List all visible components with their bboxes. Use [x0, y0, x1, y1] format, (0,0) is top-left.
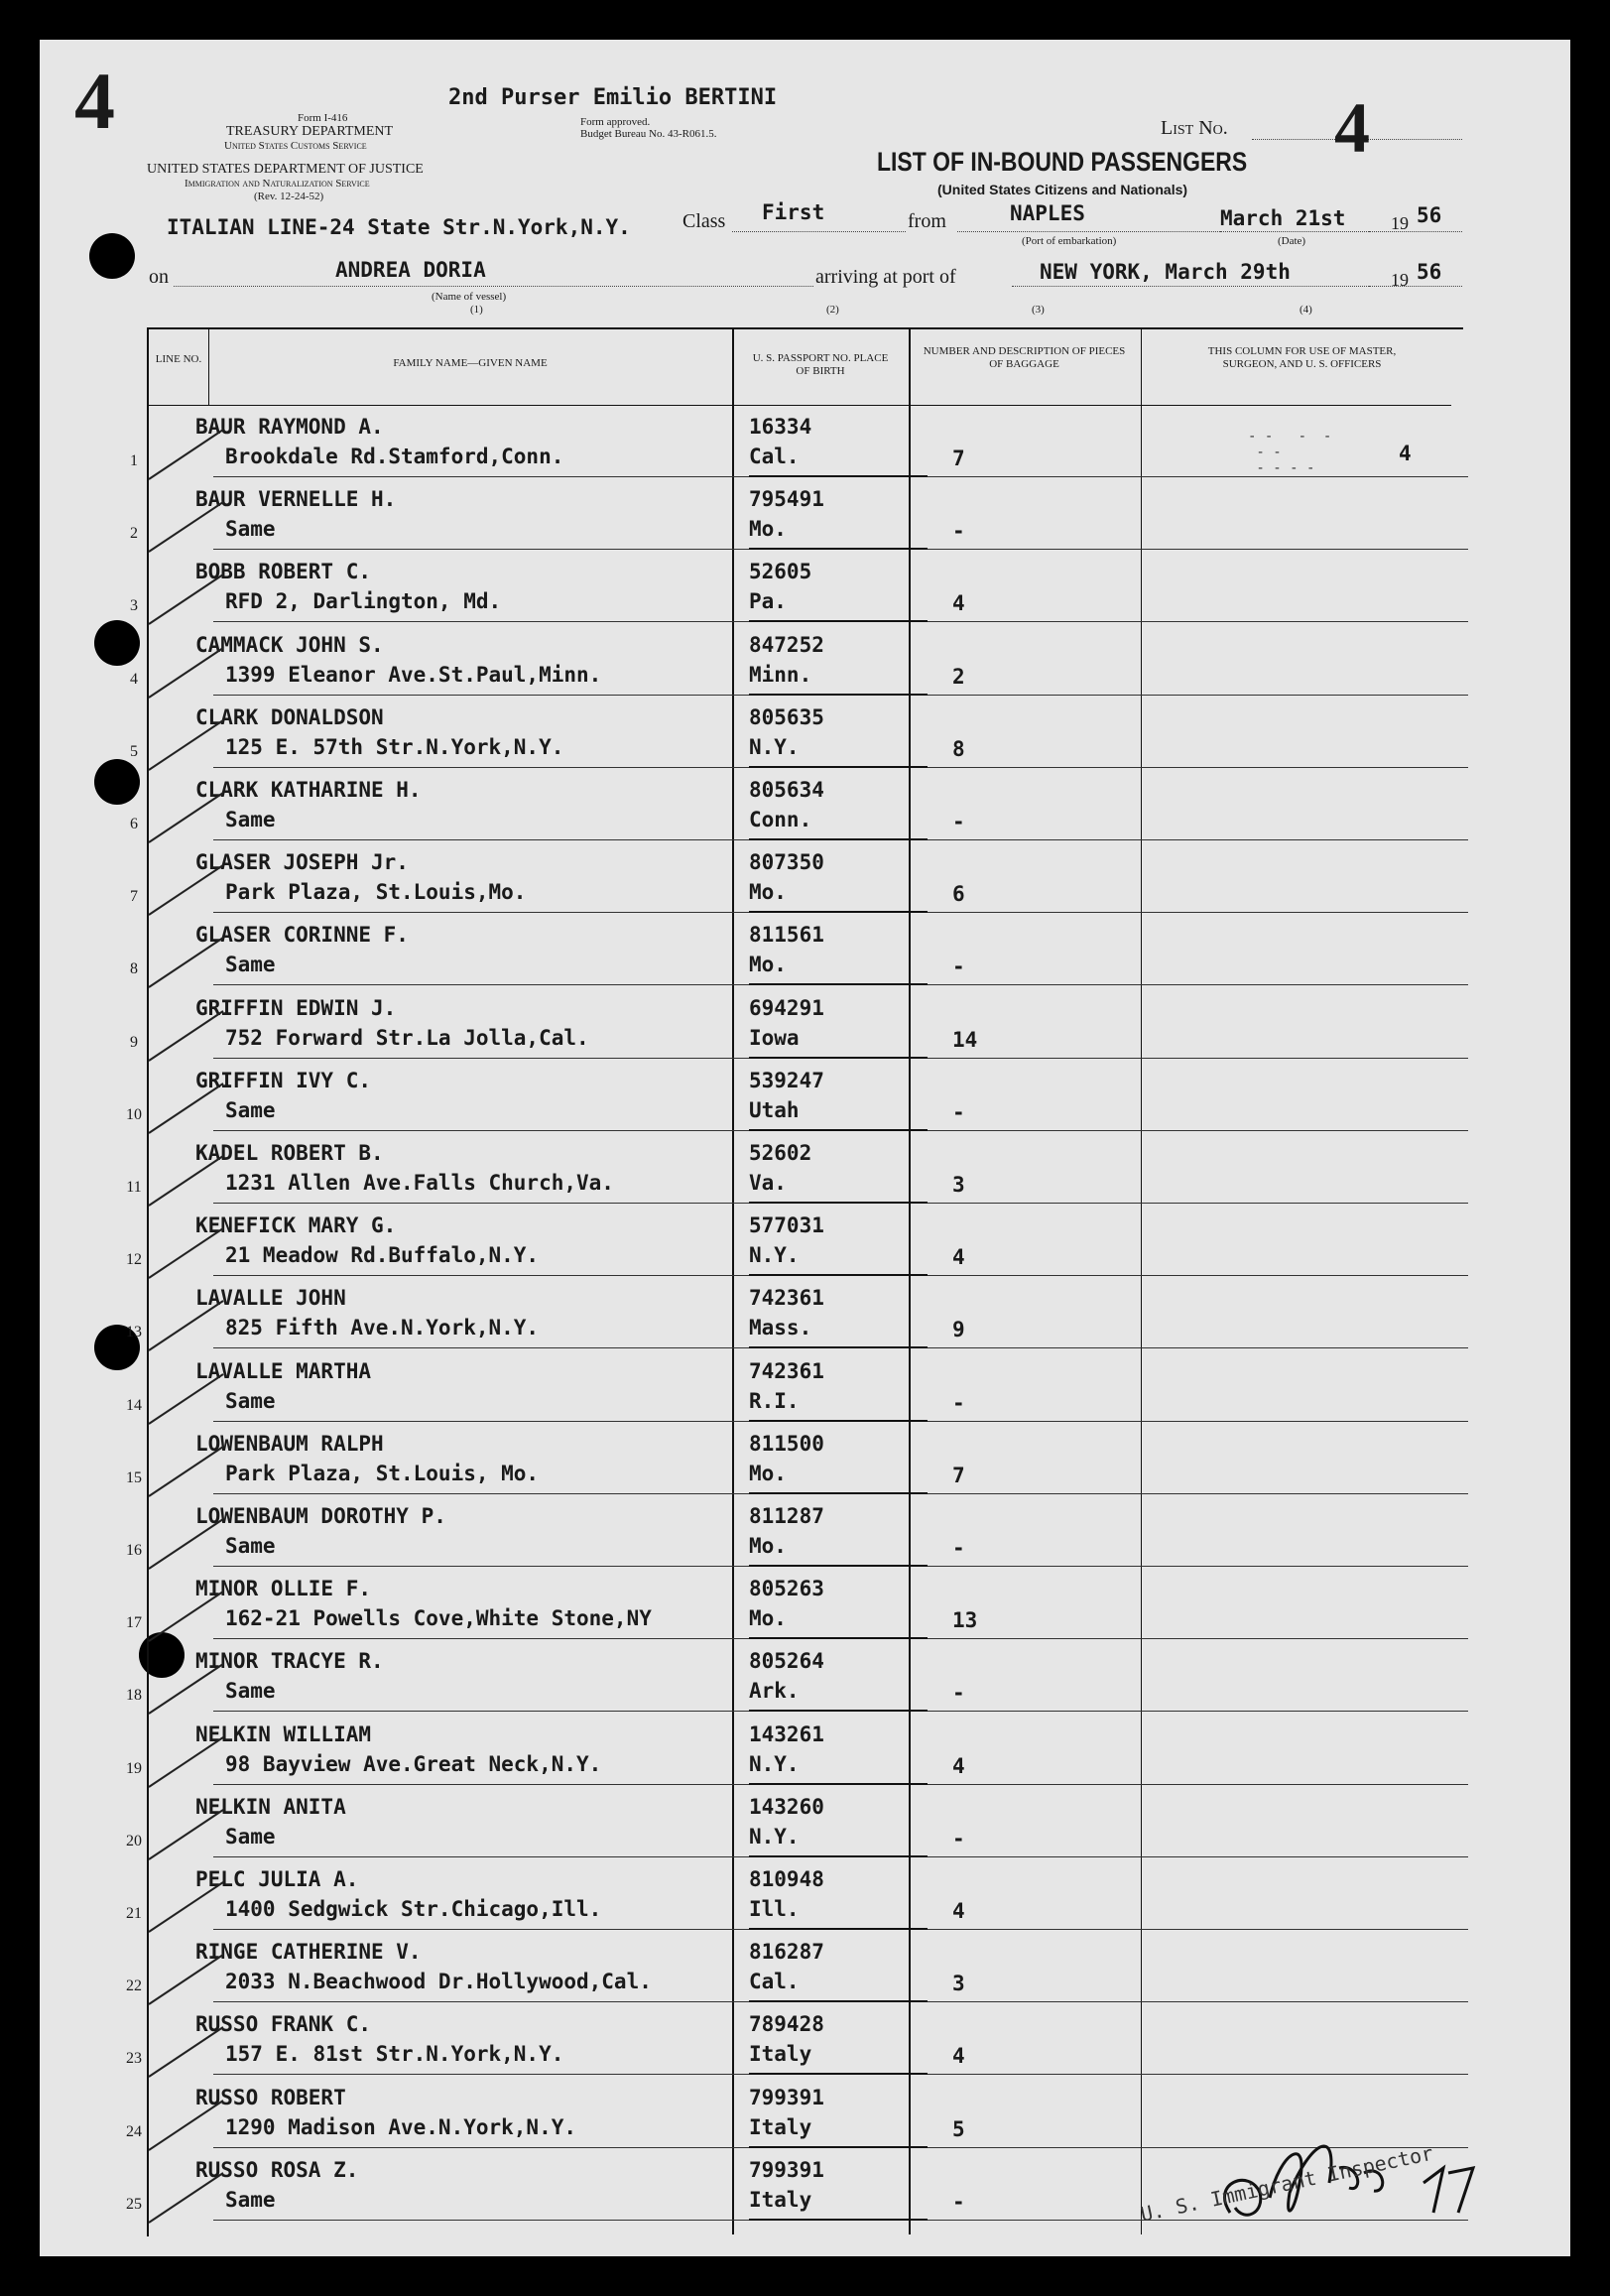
- passport-number: 811287: [749, 1504, 824, 1528]
- passport-number: 694291: [749, 995, 824, 1020]
- form-revision: (Rev. 12-24-52): [254, 191, 324, 202]
- class-value: First: [762, 200, 825, 224]
- passport-number: 805263: [749, 1577, 824, 1601]
- year-prefix: 19: [1391, 213, 1409, 233]
- place-of-birth: Mo.: [749, 517, 787, 542]
- passenger-address: Same: [225, 1824, 276, 1849]
- passport-number: 143261: [749, 1722, 824, 1746]
- passenger-name: NELKIN ANITA: [195, 1794, 346, 1819]
- passenger-name: BAUR VERNELLE H.: [195, 487, 397, 512]
- baggage-count: 14: [952, 1027, 978, 1052]
- table-row: [130, 913, 1468, 985]
- passenger-name: KENEFICK MARY G.: [195, 1213, 397, 1238]
- arrival-port-date: NEW YORK, March 29th: [1040, 260, 1291, 284]
- place-of-birth: Ark.: [749, 1679, 800, 1704]
- arriving-label: arriving at port of: [815, 266, 956, 288]
- passenger-name: RUSSO ROBERT: [195, 2085, 346, 2109]
- line-number: 5: [130, 742, 138, 760]
- passenger-name: RUSSO FRANK C.: [195, 2012, 372, 2037]
- passenger-address: 1400 Sedgwick Str.Chicago,Ill.: [225, 1897, 602, 1921]
- table-row: [130, 623, 1468, 696]
- header-name: FAMILY NAME—GIVEN NAME: [393, 357, 548, 369]
- officer-mark: 4: [1399, 442, 1412, 465]
- line-number: 19: [126, 1759, 142, 1777]
- check-mark: [144, 1442, 233, 1501]
- passenger-name: MINOR OLLIE F.: [195, 1577, 372, 1601]
- baggage-count: 4: [952, 2044, 965, 2069]
- place-of-birth: Mo.: [749, 1606, 787, 1631]
- passenger-address: Same: [225, 953, 276, 977]
- baggage-count: 9: [952, 1318, 965, 1342]
- baggage-count: -: [952, 955, 965, 979]
- line-number: 25: [126, 2195, 142, 2213]
- place-of-birth: Mo.: [749, 1534, 787, 1558]
- passenger-address: Same: [225, 1679, 276, 1704]
- line-number: 24: [126, 2122, 142, 2140]
- baggage-count: 2: [952, 664, 965, 689]
- place-of-birth: Mo.: [749, 1461, 787, 1485]
- passenger-address: RFD 2, Darlington, Md.: [225, 589, 502, 614]
- vessel-name: ANDREA DORIA: [335, 258, 486, 282]
- line-number: 13: [126, 1324, 142, 1341]
- place-of-birth: Pa.: [749, 589, 787, 614]
- line-number: 6: [130, 816, 138, 832]
- passenger-address: 752 Forward Str.La Jolla,Cal.: [225, 1025, 589, 1050]
- on-label: on: [149, 266, 169, 288]
- col-marker-2: (2): [826, 304, 839, 316]
- line-number: 11: [126, 1179, 142, 1196]
- check-mark: [144, 1006, 233, 1066]
- place-of-birth: Mo.: [749, 880, 787, 905]
- baggage-count: -: [952, 1681, 965, 1706]
- passport-number: 742361: [749, 1358, 824, 1383]
- table-row: [126, 1349, 1468, 1422]
- passport-number: 816287: [749, 1940, 824, 1965]
- baggage-count: -: [952, 2189, 965, 2214]
- check-mark: [144, 788, 233, 847]
- table-row: [126, 1930, 1468, 2002]
- passenger-name: GRIFFIN IVY C.: [195, 1068, 372, 1092]
- baggage-count: -: [952, 1099, 965, 1124]
- passport-number: 811500: [749, 1431, 824, 1456]
- passenger-name: GRIFFIN EDWIN J.: [195, 995, 397, 1020]
- table-row: [130, 405, 1468, 477]
- officer-dashes: - - - - - - - - - -: [1248, 429, 1332, 476]
- passenger-address: Park Plaza, St.Louis,Mo.: [225, 880, 527, 905]
- line-number: 22: [126, 1977, 142, 1995]
- form-number: Form I-416: [298, 112, 348, 124]
- check-mark: [144, 570, 233, 629]
- baggage-count: 8: [952, 736, 965, 761]
- baggage-count: -: [952, 1826, 965, 1850]
- passport-number: 805634: [749, 778, 824, 802]
- col-marker-4: (4): [1300, 304, 1312, 316]
- inspector-stamp: U. S. Immigrant Inspector: [1138, 2140, 1435, 2227]
- line-number: 1: [130, 452, 138, 469]
- check-mark: [144, 860, 233, 920]
- passenger-address: 825 Fifth Ave.N.York,N.Y.: [225, 1316, 540, 1340]
- passport-number: 807350: [749, 850, 824, 875]
- col-marker-3: (3): [1032, 304, 1045, 316]
- budget-bureau: Budget Bureau No. 43-R061.5.: [580, 128, 717, 140]
- passport-number: 789428: [749, 2012, 824, 2037]
- line-number: 14: [126, 1396, 142, 1414]
- check-mark: [144, 1950, 233, 2009]
- passenger-address: Same: [225, 1097, 276, 1122]
- table-row: [130, 840, 1468, 913]
- embark-port: NAPLES: [1010, 201, 1085, 225]
- check-mark: [144, 1223, 233, 1283]
- document-title: LIST OF IN-BOUND PASSENGERS: [877, 147, 1248, 177]
- table-row: [126, 1857, 1468, 1930]
- year-line: [1369, 231, 1462, 232]
- passport-number: 539247: [749, 1068, 824, 1092]
- passenger-address: 1231 Allen Ave.Falls Church,Va.: [225, 1171, 614, 1195]
- passenger-address: Same: [225, 517, 276, 542]
- place-of-birth: Iowa: [749, 1025, 800, 1050]
- passenger-address: Brookdale Rd.Stamford,Conn.: [225, 445, 564, 468]
- line-number: 12: [126, 1251, 142, 1269]
- passenger-address: 21 Meadow Rd.Buffalo,N.Y.: [225, 1243, 540, 1268]
- passenger-name: RINGE CATHERINE V.: [195, 1940, 422, 1965]
- dept-justice: UNITED STATES DEPARTMENT OF JUSTICE: [147, 162, 424, 177]
- passport-number: 811561: [749, 923, 824, 948]
- check-mark: [144, 715, 233, 775]
- passenger-address: Same: [225, 2187, 276, 2212]
- passport-number: 742361: [749, 1286, 824, 1311]
- passport-number: 805264: [749, 1649, 824, 1674]
- vessel-caption: (Name of vessel): [432, 291, 507, 303]
- place-of-birth: Cal.: [749, 1970, 800, 1994]
- passenger-name: RUSSO ROSA Z.: [195, 2157, 359, 2182]
- line-number: 15: [126, 1468, 142, 1486]
- table-row: [130, 696, 1468, 768]
- place-of-birth: Mass.: [749, 1316, 812, 1340]
- table-row: [126, 2002, 1468, 2075]
- passenger-address: Park Plaza, St.Louis, Mo.: [225, 1461, 540, 1485]
- table-row: [130, 550, 1468, 622]
- place-of-birth: R.I.: [749, 1388, 800, 1413]
- passport-number: 143260: [749, 1794, 824, 1819]
- line-number: 18: [126, 1687, 142, 1705]
- place-of-birth: N.Y.: [749, 1751, 800, 1776]
- place-of-birth: Ill.: [749, 1897, 800, 1921]
- place-of-birth: Va.: [749, 1171, 787, 1195]
- place-of-birth: Minn.: [749, 662, 812, 687]
- place-of-birth: Italy: [749, 2042, 812, 2067]
- line-number: 23: [126, 2050, 142, 2068]
- check-mark: [144, 1732, 233, 1792]
- passenger-address: 1290 Madison Ave.N.York,N.Y.: [225, 2114, 577, 2139]
- passenger-name: MINOR TRACYE R.: [195, 1649, 384, 1674]
- passenger-name: GLASER JOSEPH Jr.: [195, 850, 409, 875]
- passenger-name: CAMMACK JOHN S.: [195, 632, 384, 657]
- passenger-name: KADEL ROBERT B.: [195, 1141, 384, 1165]
- place-of-birth: Italy: [749, 2187, 812, 2212]
- line-number: 4: [130, 670, 138, 688]
- check-mark: [144, 2168, 233, 2228]
- list-no-value: 4: [1334, 88, 1370, 168]
- baggage-count: 7: [952, 1463, 965, 1487]
- check-mark: [144, 643, 233, 702]
- place-of-birth: Utah: [749, 1097, 800, 1122]
- baggage-count: 4: [952, 591, 965, 616]
- line-number: 20: [126, 1832, 142, 1850]
- passport-number: 52605: [749, 560, 812, 584]
- purser-name: 2nd Purser Emilio BERTINI: [448, 85, 778, 110]
- from-label: from: [908, 210, 946, 232]
- baggage-count: 4: [952, 1753, 965, 1778]
- place-of-birth: Mo.: [749, 953, 787, 977]
- baggage-count: -: [952, 810, 965, 833]
- passport-number: 847252: [749, 632, 824, 657]
- check-mark: [144, 497, 233, 557]
- list-no-label: List No.: [1161, 117, 1228, 139]
- passenger-address: Same: [225, 808, 276, 831]
- place-of-birth: Conn.: [749, 808, 812, 831]
- baggage-count: -: [952, 519, 965, 544]
- check-mark: [144, 1587, 233, 1646]
- passenger-address: 98 Bayview Ave.Great Neck,N.Y.: [225, 1751, 602, 1776]
- baggage-count: -: [952, 1536, 965, 1560]
- check-mark: [144, 1079, 233, 1138]
- date-line: [1220, 231, 1369, 232]
- check-mark: [144, 2096, 233, 2155]
- embark-year: 56: [1417, 203, 1442, 227]
- class-label: Class: [682, 210, 726, 232]
- table-row: [126, 1059, 1468, 1131]
- line-number: 17: [126, 1614, 142, 1632]
- table-row: [130, 477, 1468, 550]
- check-mark: [144, 1514, 233, 1574]
- port-caption: (Port of embarkation): [1022, 235, 1117, 247]
- baggage-count: 5: [952, 2116, 965, 2141]
- line-number: 9: [130, 1033, 138, 1051]
- table-row: [126, 1422, 1468, 1494]
- table-row: [126, 1276, 1468, 1348]
- check-mark: [144, 1877, 233, 1937]
- passenger-address: 157 E. 81st Str.N.York,N.Y.: [225, 2042, 564, 2067]
- col-marker-1: (1): [470, 304, 483, 316]
- table-row: [126, 1639, 1468, 1712]
- embark-date: March 21st: [1220, 206, 1346, 230]
- passport-number: 795491: [749, 487, 824, 512]
- customs-service: United States Customs Service: [224, 140, 367, 152]
- check-mark: [144, 1296, 233, 1355]
- passport-number: 810948: [749, 1867, 824, 1891]
- line-number: 8: [130, 960, 138, 978]
- passenger-name: PELC JULIA A.: [195, 1867, 359, 1891]
- baggage-count: 7: [952, 446, 965, 470]
- check-mark: [144, 2022, 233, 2082]
- check-mark: [144, 933, 233, 992]
- header-baggage: NUMBER AND DESCRIPTION OF PIECES OF BAGGAGE: [923, 345, 1126, 370]
- passenger-address: 1399 Eleanor Ave.St.Paul,Minn.: [225, 662, 602, 687]
- port-line: [957, 231, 1220, 232]
- line-number: 2: [130, 525, 138, 543]
- header-line-no: LINE NO.: [155, 353, 202, 365]
- vessel-line: [174, 286, 813, 287]
- passenger-address: 125 E. 57th Str.N.York,N.Y.: [225, 734, 564, 759]
- arrival-year-prefix: 19: [1391, 270, 1409, 290]
- form-approved: Form approved.: [580, 116, 651, 128]
- corner-number: 4: [74, 56, 115, 146]
- passenger-name: CLARK DONALDSON: [195, 704, 384, 729]
- line-number: 16: [126, 1542, 142, 1559]
- table-row: [126, 1785, 1468, 1857]
- passport-number: 52602: [749, 1141, 812, 1165]
- baggage-count: 4: [952, 1899, 965, 1923]
- baggage-count: 4: [952, 1245, 965, 1270]
- passenger-name: BOBB ROBERT C.: [195, 560, 372, 584]
- line-number: 10: [126, 1105, 142, 1123]
- baggage-count: -: [952, 1390, 965, 1415]
- line-number: 7: [130, 888, 138, 906]
- baggage-count: 13: [952, 1608, 978, 1633]
- passenger-name: LOWENBAUM RALPH: [195, 1431, 384, 1456]
- passenger-name: NELKIN WILLIAM: [195, 1722, 372, 1746]
- passport-number: 577031: [749, 1213, 824, 1238]
- dept-treasury: TREASURY DEPARTMENT: [226, 124, 394, 139]
- check-mark: [144, 1805, 233, 1864]
- passenger-address: Same: [225, 1388, 276, 1413]
- place-of-birth: N.Y.: [749, 1243, 800, 1268]
- document-subtitle: (United States Citizens and Nationals): [937, 182, 1188, 197]
- baggage-count: 3: [952, 1173, 965, 1197]
- arrival-year: 56: [1417, 260, 1442, 284]
- passenger-name: LOWENBAUM DOROTHY P.: [195, 1504, 446, 1528]
- header-officers: THIS COLUMN FOR USE OF MASTER, SURGEON, AND U. S. OFFICERS: [1207, 345, 1397, 370]
- passenger-name: LAVALLE JOHN: [195, 1286, 346, 1311]
- passport-number: 805635: [749, 704, 824, 729]
- line-number: 3: [130, 597, 138, 615]
- punch-hole: [94, 620, 140, 666]
- baggage-count: 3: [952, 1972, 965, 1996]
- place-of-birth: N.Y.: [749, 1824, 800, 1849]
- table-row: [130, 768, 1468, 840]
- header-passport: U. S. PASSPORT NO. PLACE OF BIRTH: [752, 352, 889, 377]
- table-row: [126, 1567, 1468, 1639]
- passenger-address: 2033 N.Beachwood Dr.Hollywood,Cal.: [225, 1970, 652, 1994]
- passport-number: 799391: [749, 2085, 824, 2109]
- date-caption: (Date): [1278, 235, 1306, 247]
- passport-number: 799391: [749, 2157, 824, 2182]
- table-row: [126, 1494, 1468, 1567]
- passenger-address: Same: [225, 1534, 276, 1558]
- passenger-name: CLARK KATHARINE H.: [195, 778, 422, 802]
- arrival-line: [1012, 286, 1369, 287]
- baggage-count: 6: [952, 882, 965, 907]
- passenger-name: GLASER CORINNE F.: [195, 923, 409, 948]
- arrival-year-line: [1369, 286, 1462, 287]
- punch-hole: [94, 759, 140, 805]
- table-row: [126, 1204, 1468, 1276]
- check-mark: [144, 1369, 233, 1429]
- place-of-birth: Italy: [749, 2114, 812, 2139]
- check-mark: [144, 425, 233, 484]
- row-rule-passport: [749, 2219, 928, 2221]
- punch-hole: [89, 233, 135, 279]
- class-line: [732, 231, 906, 232]
- passenger-name: BAUR RAYMOND A.: [195, 415, 384, 439]
- table-row: [126, 1131, 1468, 1204]
- place-of-birth: N.Y.: [749, 734, 800, 759]
- place-of-birth: Cal.: [749, 445, 800, 468]
- table-row: [130, 986, 1468, 1059]
- check-mark: [144, 1659, 233, 1719]
- check-mark: [144, 1151, 233, 1211]
- passport-number: 16334: [749, 415, 812, 439]
- line-number: 21: [126, 1905, 142, 1922]
- table-row: [126, 1713, 1468, 1785]
- passenger-name: LAVALLE MARTHA: [195, 1358, 372, 1383]
- agent-address: ITALIAN LINE-24 State Str.N.York,N.Y.: [167, 215, 631, 239]
- passenger-address: 162-21 Powells Cove,White Stone,NY: [225, 1606, 652, 1631]
- ins-service: Immigration and Naturalization Service: [185, 178, 370, 190]
